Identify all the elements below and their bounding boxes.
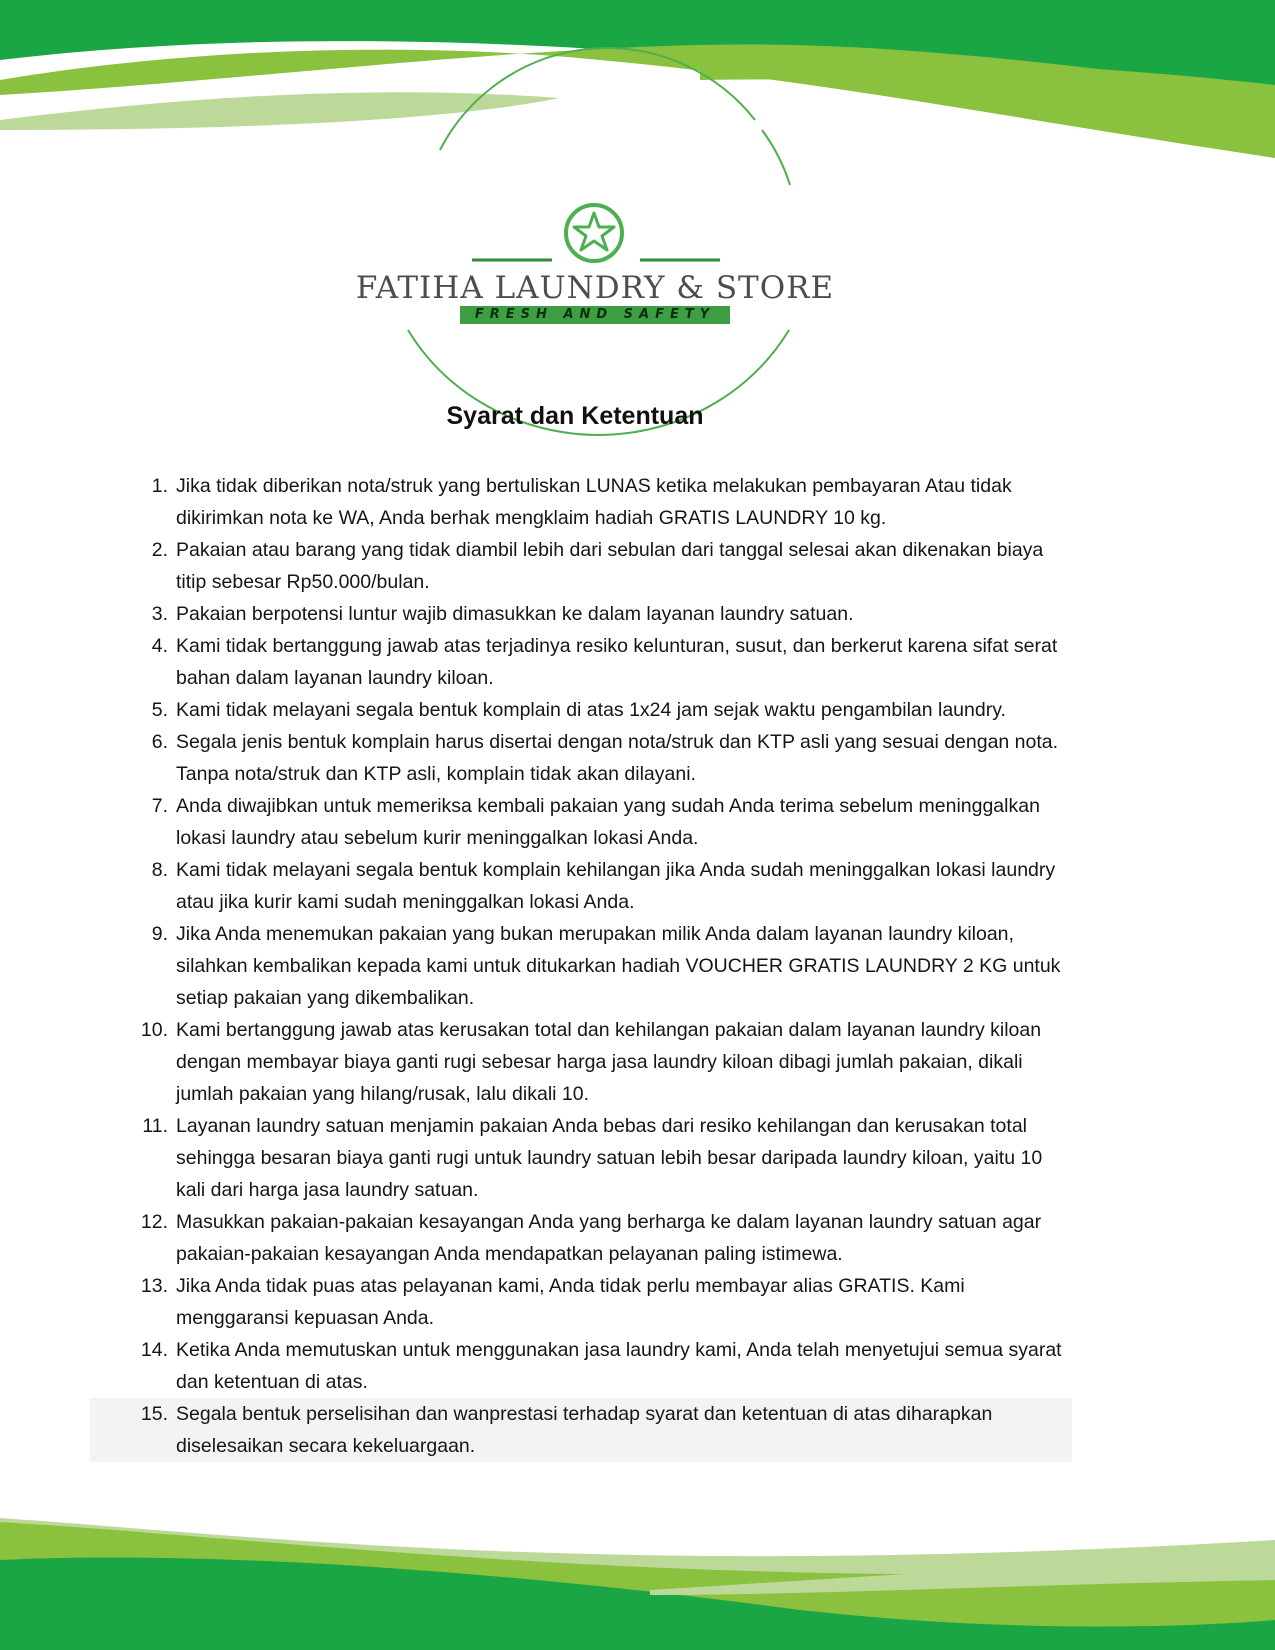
term-text: Jika Anda menemukan pakaian yang bukan merupakan milik Anda dalam layanan laundry kiloan, silahkan kembalikan kepada kami untuk ditukarkan hadiah VOUCHER GRATIS LAUNDRY 2 KG untuk setiap pakaian yang dikembalikan. [176,923,1061,1009]
term-number: 10. [140,1019,168,1041]
term-number: 3. [151,603,168,625]
term-text: Masukkan pakaian-pakaian kesayangan Anda yang berharga ke dalam layanan laundry satuan agar pakaian-pakaian kesayangan Anda mendapatkan pelayanan paling istimewa. [176,1211,1042,1265]
list-item [128,790,1068,854]
term-text: Kami tidak melayani segala bentuk komplain di atas 1x24 jam sejak waktu pengambilan laundry. [176,699,1006,721]
star-in-circle-icon [566,205,622,261]
term-number: 15. [140,1403,168,1425]
list-item [128,726,1068,790]
term-number: 5. [151,699,168,721]
term-text: Jika tidak diberikan nota/struk yang bertuliskan LUNAS ketika melakukan pembayaran Atau tidak dikirimkan nota ke WA, Anda berhak mengklaim hadiah GRATIS LAUNDRY 10 kg. [176,475,1012,529]
list-item [128,470,1068,534]
term-number: 6. [151,731,168,753]
term-number: 2. [151,539,168,561]
term-number: 12. [140,1211,168,1233]
term-text: Ketika Anda memutuskan untuk menggunakan jasa laundry kami, Anda telah menyetujui semua syarat dan ketentuan di atas. [176,1339,1062,1393]
term-text: Kami tidak bertanggung jawab atas terjadinya resiko kelunturan, susut, dan berkerut karena sifat serat bahan dalam layanan laundry kiloan. [176,635,1058,689]
list-item [128,630,1068,694]
term-text: Anda diwajibkan untuk memeriksa kembali pakaian yang sudah Anda terima sebelum meninggalkan lokasi laundry atau sebelum kurir meninggalkan lokasi Anda. [176,795,1040,849]
list-item [128,598,1068,630]
bottom-wave-banner [0,1500,1275,1650]
term-text: Segala bentuk perselisihan dan wanprestasi terhadap syarat dan ketentuan di atas diharapkan diselesaikan secara kekeluargaan. [176,1403,993,1457]
term-number: 14. [140,1339,168,1361]
list-item [128,534,1068,598]
list-item [90,1398,1072,1462]
term-text: Pakaian atau barang yang tidak diambil lebih dari sebulan dari tanggal selesai akan dikenakan biaya titip sebesar Rp50.000/bulan. [176,539,1044,593]
term-number: 4. [151,635,168,657]
list-item [128,1270,1068,1334]
term-text: Jika Anda tidak puas atas pelayanan kami, Anda tidak perlu membayar alias GRATIS. Kami menggaransi kepuasan Anda. [176,1275,965,1329]
term-number: 11. [142,1115,168,1137]
term-text: Layanan laundry satuan menjamin pakaian Anda bebas dari resiko kehilangan dan kerusakan total sehingga besaran biaya ganti rugi untuk laundry satuan lebih besar daripada laundry kiloan, yaitu 10 kali dari harga jasa laundry satuan. [176,1115,1043,1201]
term-text: Segala jenis bentuk komplain harus disertai dengan nota/struk dan KTP asli yang sesuai dengan nota. Tanpa nota/struk dan KTP asli, komplain tidak akan dilayani. [176,731,1059,785]
term-number: 13. [140,1275,168,1297]
terms-list [128,470,1068,1462]
list-item [128,1334,1068,1398]
list-item [128,854,1068,918]
brand-tagline: FRESH AND SAFETY [460,306,730,324]
term-number: 1. [151,475,168,497]
list-item [128,1014,1068,1110]
term-number: 8. [151,859,168,881]
term-number: 9. [151,923,168,945]
brand-name: FATIHA LAUNDRY & STORE [355,270,835,306]
list-item [128,1206,1068,1270]
page-title: Syarat dan Ketentuan [446,402,704,430]
term-text: Kami bertanggung jawab atas kerusakan total dan kehilangan pakaian dalam layanan laundry kiloan dengan membayar biaya ganti rugi sebesar harga jasa laundry kiloan dibagi jumlah pakaian, dikali jumlah pakaian yang hilang/rusak, lalu dikali 10. [176,1019,1042,1105]
term-text: Kami tidak melayani segala bentuk komplain kehilangan jika Anda sudah meninggalkan lokasi laundry atau jika kurir kami sudah meninggalkan lokasi Anda. [176,859,1056,913]
list-item [128,918,1068,1014]
term-text: Pakaian berpotensi luntur wajib dimasukkan ke dalam layanan laundry satuan. [176,603,854,625]
list-item [128,1110,1068,1206]
list-item [128,694,1068,726]
term-number: 7. [151,795,168,817]
